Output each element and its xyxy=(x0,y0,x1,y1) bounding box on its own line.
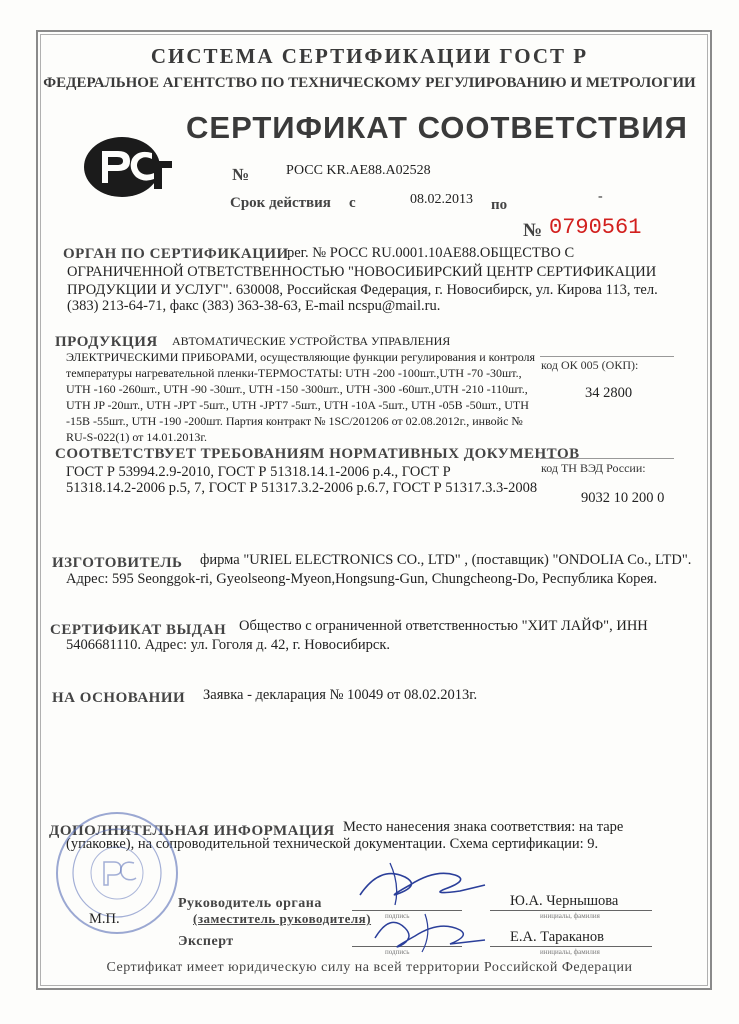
serial-number-symbol: № xyxy=(523,220,543,241)
stamp-place-label: М.П. xyxy=(89,911,120,927)
registration-number: РОСС KR.AE88.A02528 xyxy=(286,163,431,178)
rst-logo-icon xyxy=(82,135,174,199)
additional-line: Место нанесения знака соответствия: на таре xyxy=(343,819,624,835)
product-line: RU-S-022(1) от 14.01.2013г. xyxy=(66,430,207,444)
head-signature-icon xyxy=(350,855,490,910)
okp-label: код ОК 005 (ОКП): xyxy=(541,358,639,372)
tnved-code: 9032 10 200 0 xyxy=(581,490,665,506)
conformity-line: ГОСТ Р 53994.2.9-2010, ГОСТ Р 51318.14.1-2006 р.4., ГОСТ Р xyxy=(66,464,451,480)
system-title: СИСТЕМА СЕРТИФИКАЦИИ ГОСТ Р xyxy=(150,44,589,68)
product-line: -15B -55шт., UTH -190 -200шт. Партия контракт № 1SC/201206 от 02.08.2012г., инвойс № xyxy=(66,414,523,428)
conformity-line: 51318.14.2-2006 р.5, 7, ГОСТ Р 51317.3.2-2006 р.6.7, ГОСТ Р 51317.3.3-2008 xyxy=(66,480,538,496)
organ-line: ОГРАНИЧЕННОЙ ОТВЕТСТВЕННОСТЬЮ "НОВОСИБИРСКИЙ ЦЕНТР СЕРТИФИКАЦИИ xyxy=(67,264,657,280)
organ-label: ОРГАН ПО СЕРТИФИКАЦИИ xyxy=(63,246,289,262)
validity-label: Срок действия xyxy=(230,195,331,211)
basis-text: Заявка - декларация № 10049 от 08.02.2013г. xyxy=(203,687,478,703)
product-label: ПРОДУКЦИЯ xyxy=(55,334,158,350)
okp-divider xyxy=(540,356,674,357)
organ-line: (383) 213-64-71, факс (383) 363-38-63, E-mail ncspu@mail.ru. xyxy=(67,298,441,314)
product-line: UTH -160 -260шт., UTH -90 -30шт., UTH -150 -300шт., UTH -300 -60шт.,UTH -210 -110шт., xyxy=(66,382,528,396)
product-line: ЭЛЕКТРИЧЕСКИМИ ПРИБОРАМИ, осуществляющие функции регулирования и контроля xyxy=(66,350,536,364)
additional-label: ДОПОЛНИТЕЛЬНАЯ ИНФОРМАЦИЯ xyxy=(49,823,335,839)
agency-title: ФЕДЕРАЛЬНОЕ АГЕНТСТВО ПО ТЕХНИЧЕСКОМУ РЕГУЛИРОВАНИЮ И МЕТРОЛОГИИ xyxy=(43,75,696,91)
basis-label: НА ОСНОВАНИИ xyxy=(52,690,186,706)
head-name-line xyxy=(490,910,652,911)
validity-to-label: по xyxy=(491,197,508,213)
deputy-label: (заместитель руководителя) xyxy=(193,911,372,926)
issued-line: Общество с ограниченной ответственностью "ХИТ ЛАЙФ", ИНН xyxy=(239,618,648,634)
expert-signature-caption: подпись xyxy=(385,948,410,956)
manufacturer-line: Адрес: 595 Seonggok-ri, Gyeolseong-Myeon,Hongsung-Gun, Chungcheong-Do, Республика Корея. xyxy=(66,571,658,587)
head-signature-caption: подпись xyxy=(385,912,410,920)
manufacturer-label: ИЗГОТОВИТЕЛЬ xyxy=(52,555,183,571)
manufacturer-line: фирма "URIEL ELECTRONICS CO., LTD" , (поставщик) "ONDOLIA Co., LTD". xyxy=(200,552,692,568)
validity-to-date: - xyxy=(598,189,603,204)
tnved-label: код ТН ВЭД России: xyxy=(541,461,646,475)
okp-code: 34 2800 xyxy=(585,385,633,401)
head-name: Ю.А. Чернышова xyxy=(510,893,619,909)
product-line: UTH JP -20шт., UTH -JPT -5шт., UTH -JPT7 -5шт., UTH -10A -5шт., UTH -05B -50шт., UTH xyxy=(66,398,529,412)
organ-line: рег. № РОСС RU.0001.10AE88.ОБЩЕСТВО С xyxy=(287,245,575,261)
additional-line: (упаковке), на сопроводительной технической документации. Схема сертификации: 9. xyxy=(66,836,599,852)
expert-label: Эксперт xyxy=(178,934,234,949)
validity-from-label: с xyxy=(349,195,356,211)
serial-number: 0790561 xyxy=(549,215,642,240)
issued-label: СЕРТИФИКАТ ВЫДАН xyxy=(50,622,227,638)
reg-number-symbol: № xyxy=(232,165,250,184)
footer-legal-note: Сертификат имеет юридическую силу на всей территории Российской Федерации xyxy=(106,960,633,975)
issued-line: 5406681110. Адрес: ул. Гоголя д. 42, г. Новосибирск. xyxy=(66,637,390,653)
expert-name-caption: инициалы, фамилия xyxy=(540,948,600,956)
expert-name-line xyxy=(490,946,652,947)
certificate-title: СЕРТИФИКАТ СООТВЕТСТВИЯ xyxy=(186,110,688,145)
expert-signature-icon xyxy=(370,908,490,958)
head-label: Руководитель органа xyxy=(178,896,322,911)
organ-line: ПРОДУКЦИИ И УСЛУГ". 630008, Российская Федерация, г. Новосибирск, ул. Кирова 113, тел. xyxy=(67,282,658,298)
validity-from-date: 08.02.2013 xyxy=(410,192,473,207)
head-name-caption: инициалы, фамилия xyxy=(540,912,600,920)
conformity-label: СООТВЕТСТВУЕТ ТРЕБОВАНИЯМ НОРМАТИВНЫХ ДОКУМЕНТОВ xyxy=(55,446,580,462)
tnved-divider xyxy=(540,458,674,459)
product-line: температуры нагревательной пленки-ТЕРМОСТАТЫ: UTH -200 -100шт.,UTH -70 -30шт., xyxy=(66,366,522,380)
expert-name: Е.А. Тараканов xyxy=(510,929,604,945)
product-line: АВТОМАТИЧЕСКИЕ УСТРОЙСТВА УПРАВЛЕНИЯ xyxy=(172,334,451,348)
